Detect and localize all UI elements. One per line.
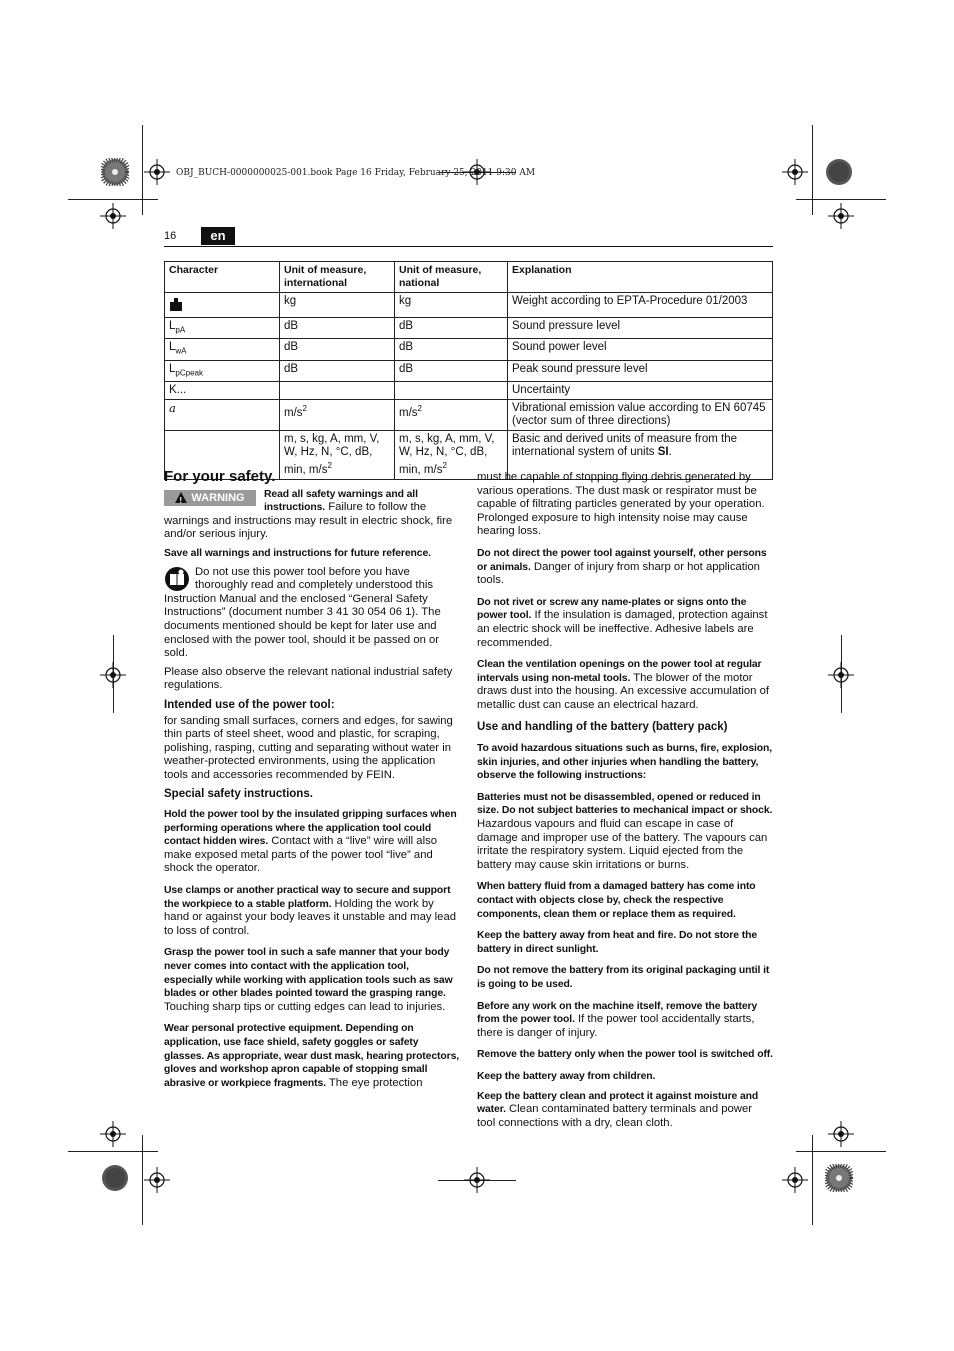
body-paragraph: for sanding small surfaces, corners and edges, for sawing thin parts of steel sheet, wood and plastic, for scraping, polishing, rasping, cutting and separating without water in weather-protected environments, using the application tools and accessories recommended by FEIN. [164,714,453,781]
color-dial-icon [825,158,853,186]
table-row [165,360,773,381]
body-paragraph [477,596,773,650]
body-paragraph [164,1022,460,1090]
body-paragraph [477,1000,773,1041]
save-instruction: Save all warnings and instructions for future reference. [164,547,431,559]
bold-paragraph: Remove the battery only when the power tool is switched off. [477,1049,773,1061]
units-table [164,261,773,480]
registration-target-icon [100,662,126,688]
table-header: Character [165,262,280,293]
body-text: Failure to follow the warnings and instructions may result in electric shock, fire and/or serious injury. [164,501,453,541]
body-text: If the insulation is damaged, protection against an electric shock will be ineffective. Adhesive labels are recommended. [477,609,768,649]
registration-target-icon [144,159,170,185]
bold-paragraph: When battery fluid from a damaged battery has come into contact with objects close by, check the respective components, clean them or replace them as required. [477,881,756,920]
bold-text: Grasp the power tool in such a safe manner that your body never comes into contact with the application tool, especially while working with application tools such as saw blades or other blades pointed toward the grasping range. [164,947,453,1000]
registration-target-icon [100,1121,126,1147]
unit: m/s [284,406,303,419]
registration-target-icon [828,1121,854,1147]
color-dial-icon [101,158,129,186]
body-paragraph: must be capable of stopping flying debris generated by various operations. The dust mask or respirator must be capable of filtrating particles generated by your operation. Prolonged exposure to high intensity noise may cause hearing loss. [477,471,765,538]
header-rule [164,246,773,247]
table-header: Unit of measure, international [280,262,395,293]
subheading: Use and handling of the battery (battery pack) [477,720,728,733]
book-slug-line: OBJ_BUCH-0000000025-001.book Page 16 Friday, February 25, 2011 9:30 AM [176,168,536,178]
table-cell: dB [395,360,508,381]
table-header: Unit of measure, national [395,262,508,293]
body-text: The eye protection [325,1076,423,1089]
symbol-subscript: pCpeak [175,367,203,377]
body-text: The blower of the motor draws dust into the housing. An excessive accumulation of metallic dust can cause an electrical hazard. [477,671,770,711]
table-cell [395,381,508,399]
unit-list: m, s, kg, A, mm, V, W, Hz, N, °C, dB, min, m/s [284,432,380,476]
registration-target-icon [464,1167,490,1193]
table-cell: Weight according to EPTA-Procedure 01/2003 [508,293,773,318]
body-text: Touching sharp tips or cutting edges can lead to injuries. [164,1000,446,1013]
table-row [165,318,773,339]
bold-paragraph: Keep the battery away from heat and fire. Do not store the battery in direct sunlight. [477,930,757,955]
si-label: SI [657,445,669,458]
left-column [164,470,460,1095]
body-text: Danger of injury from sharp or hot application tools. [477,560,760,587]
unit: m/s [399,406,418,419]
explanation-text: . [668,445,672,458]
body-text: Holding the work by hand or against your body leaves it unstable and may lead to loss of control. [164,897,457,937]
table-cell: dB [280,318,395,339]
crop-mark [142,1135,143,1225]
color-dial-icon [101,1164,129,1192]
body-text: Clean contaminated battery terminals and power tool connections with a dry, clean cloth. [477,1103,753,1129]
bold-paragraph: Keep the battery away from children. [477,1070,656,1082]
table-cell [165,318,280,339]
table-row [165,339,773,360]
explanation-text: Basic and derived units of measure from the international system of units [512,432,738,458]
registration-target-icon [828,203,854,229]
warning-icon [175,492,187,503]
table-cell: kg [395,293,508,318]
body-paragraph [477,791,773,873]
body-text: Hazardous vapours and fluid can escape in case of damage and improper use of the battery. The vapours can irritate the respiratory system. Liquid ejected from the battery may cause skin irritations or burns. [477,818,768,871]
bold-text: Do not direct the power tool against yourself, other persons or animals. [477,547,767,573]
table-cell: kg [280,293,395,318]
table-row [165,399,773,430]
manual-paragraph [164,566,460,661]
bold-text: Clean the ventilation openings on the power tool at regular intervals using non-metal tools. [477,659,762,684]
crop-mark [812,1135,813,1225]
symbol: L [169,362,176,375]
superscript: 2 [302,403,307,413]
body-paragraph [477,547,773,588]
registration-target-icon [782,159,808,185]
subheading: Intended use of the power tool: [164,698,335,711]
crop-mark [68,199,158,200]
bold-text: Use clamps or another practical way to secure and support the workpiece to a stable platform. [164,885,451,910]
color-dial-icon [825,1164,853,1192]
warning-label: WARNING [191,491,245,504]
table-cell: dB [280,360,395,381]
table-cell: Uncertainty [508,381,773,399]
language-tab: en [201,227,235,245]
table-cell [280,399,395,430]
bold-paragraph: To avoid hazardous situations such as burns, fire, explosion, skin injuries, and other injuries when handling the battery, observe the following instructions: [477,743,773,782]
table-cell [165,360,280,381]
unit-list: m, s, kg, A, mm, V, W, Hz, N, °C, dB, min, m/s [399,432,495,476]
bold-text: Read all safety warnings and all instructions. [264,488,418,514]
body-paragraph: Please also observe the relevant national industrial safety regulations. [164,665,453,692]
body-paragraph [164,884,460,938]
table-header-row [165,262,773,293]
body-paragraph [477,1090,773,1131]
registration-target-icon [100,203,126,229]
symbol: L [169,320,176,332]
bold-text: Before any work on the machine itself, remove the battery from the power tool. [477,1000,758,1026]
table-row [165,293,773,318]
superscript: 2 [442,460,447,470]
symbol-subscript: wA [175,346,187,356]
table-cell: dB [395,318,508,339]
table-cell [165,339,280,360]
body-text: Do not use this power tool before you have thoroughly read and completely understood this Instruction Manual and the enclosed “General Safety Instructions” (document number 3 41 30 054 06 1). The documents mentioned should be kept for later use and enclosed with the power tool, should it be passed on or sold. [164,565,441,660]
crop-mark [812,125,813,215]
crop-mark [796,199,886,200]
registration-target-icon [828,662,854,688]
bold-text: Do not rivet or screw any name-plates or signs onto the power tool. [477,596,747,622]
bold-text: Batteries must not be disassembled, opened or reduced in size. Do not subject batteries to mechanical impact or shock. [477,791,773,817]
bold-text: Wear personal protective equipment. Depending on application, use face shield, safety goggles or safety glasses. As appropriate, wear dust mask, hearing protectors, gloves and workshop apron capable of stopping small abrasive or workpiece fragments. [164,1023,460,1089]
symbol: L [169,341,176,354]
registration-target-icon [782,1167,808,1193]
body-paragraph [477,658,773,712]
subheading: Special safety instructions. [164,788,313,801]
crop-mark [796,1151,886,1152]
table-cell: dB [280,339,395,360]
bold-text: Keep the battery clean and protect it against moisture and water. [477,1090,759,1116]
superscript: 2 [417,403,422,413]
right-column [477,471,773,1135]
table-cell: Peak sound pressure level [508,360,773,381]
warning-badge [164,490,256,506]
table-cell: Sound pressure level [508,318,773,339]
section-title: For your safety. [164,468,276,485]
read-manual-icon [164,566,190,592]
warning-paragraph [164,488,460,542]
table-cell [395,399,508,430]
table-cell: Sound power level [508,339,773,360]
table-header: Explanation [508,262,773,293]
page-number: 16 [164,230,177,242]
symbol: a [169,400,176,415]
bold-paragraph: Do not remove the battery from its original packaging until it is going to be used. [477,965,770,990]
symbol-subscript: pA [175,325,186,335]
body-paragraph [164,808,460,876]
body-text: If the power tool accidentally starts, there is danger of injury. [477,1013,755,1039]
crop-mark [142,125,143,215]
table-cell: dB [395,339,508,360]
table-row [165,381,773,399]
table-cell [165,293,280,318]
table-cell: Vibrational emission value according to EN 60745 (vector sum of three directions) [508,399,773,430]
table-cell [165,399,280,430]
body-paragraph [164,946,460,1014]
crop-mark [68,1151,158,1152]
table-cell: K... [165,381,280,399]
superscript: 2 [327,460,332,470]
weight-icon [169,297,183,311]
body-text: Contact with a “live” wire will also make exposed metal parts of the power tool “live” and shock the operator. [164,835,438,875]
bold-text: Hold the power tool by the insulated gripping surfaces when performing operations where the application tool could contact hidden wires. [164,809,457,848]
table-cell [280,381,395,399]
registration-target-icon [144,1167,170,1193]
